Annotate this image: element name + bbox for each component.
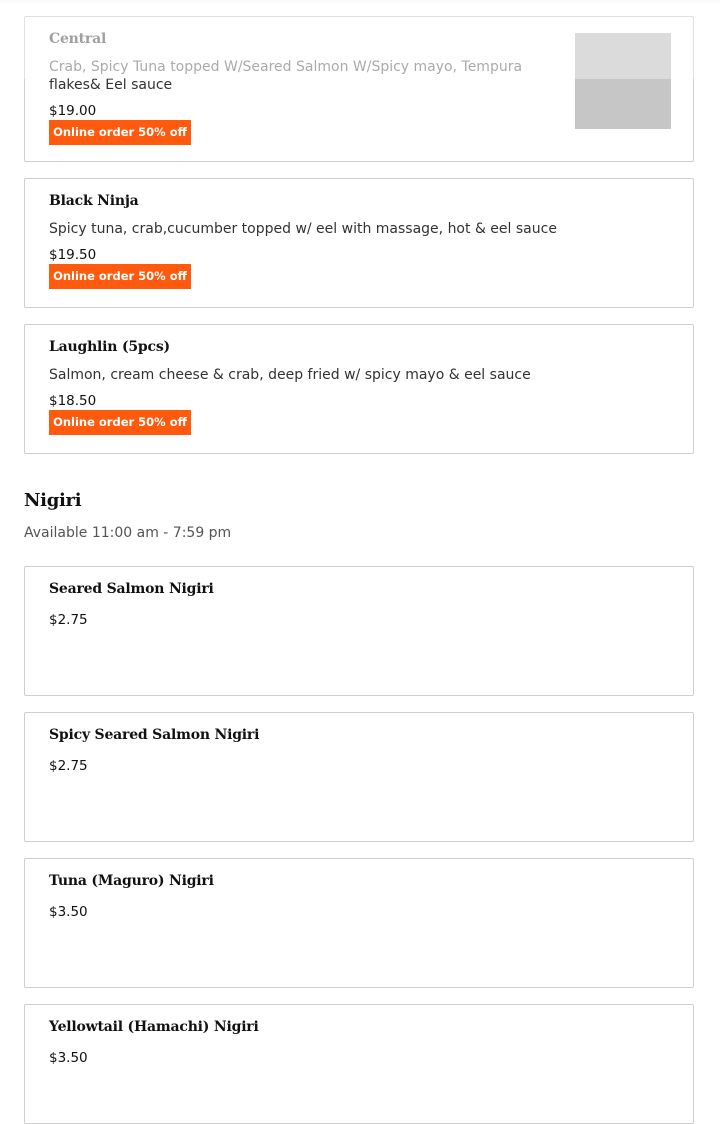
menu-item-card[interactable] <box>24 858 694 988</box>
item-image[interactable] <box>575 33 671 129</box>
item-price: $19.50 <box>49 247 97 263</box>
item-price: $18.50 <box>49 393 97 409</box>
menu-item-card[interactable] <box>24 712 694 842</box>
menu-item-card[interactable] <box>24 324 694 454</box>
item-description-continued: flakes& Eel sauce <box>49 77 173 93</box>
section-title: Nigiri <box>24 490 82 511</box>
promo-badge: Online order 50% off <box>49 264 191 289</box>
menu-item-card[interactable] <box>24 566 694 696</box>
item-name: Black Ninja <box>49 193 139 209</box>
item-name: Tuna (Maguro) Nigiri <box>49 873 214 889</box>
item-price: $2.75 <box>49 612 88 628</box>
item-price: $2.75 <box>49 758 88 774</box>
item-name: Central <box>49 31 107 47</box>
item-price: $3.50 <box>49 1050 88 1066</box>
item-price: $19.00 <box>49 103 97 119</box>
item-name: Yellowtail (Hamachi) Nigiri <box>49 1019 259 1035</box>
promo-badge: Online order 50% off <box>49 410 191 435</box>
top-divider <box>0 0 720 4</box>
menu-item-card[interactable] <box>24 178 694 308</box>
item-name: Spicy Seared Salmon Nigiri <box>49 727 260 743</box>
item-name: Laughlin (5pcs) <box>49 339 170 355</box>
menu-item-card[interactable] <box>24 16 694 162</box>
section-availability: Available 11:00 am - 7:59 pm <box>24 525 232 541</box>
item-price: $3.50 <box>49 904 88 920</box>
item-description: Salmon, cream cheese & crab, deep fried w/ spicy mayo & eel sauce <box>49 367 531 383</box>
item-name: Seared Salmon Nigiri <box>49 581 214 597</box>
promo-badge: Online order 50% off <box>49 120 191 145</box>
item-description: Crab, Spicy Tuna topped W/Seared Salmon W/Spicy mayo, Tempura <box>49 59 523 75</box>
item-description: Spicy tuna, crab,cucumber topped w/ eel with massage, hot & eel sauce <box>49 221 557 237</box>
menu-item-card[interactable] <box>24 1004 694 1124</box>
